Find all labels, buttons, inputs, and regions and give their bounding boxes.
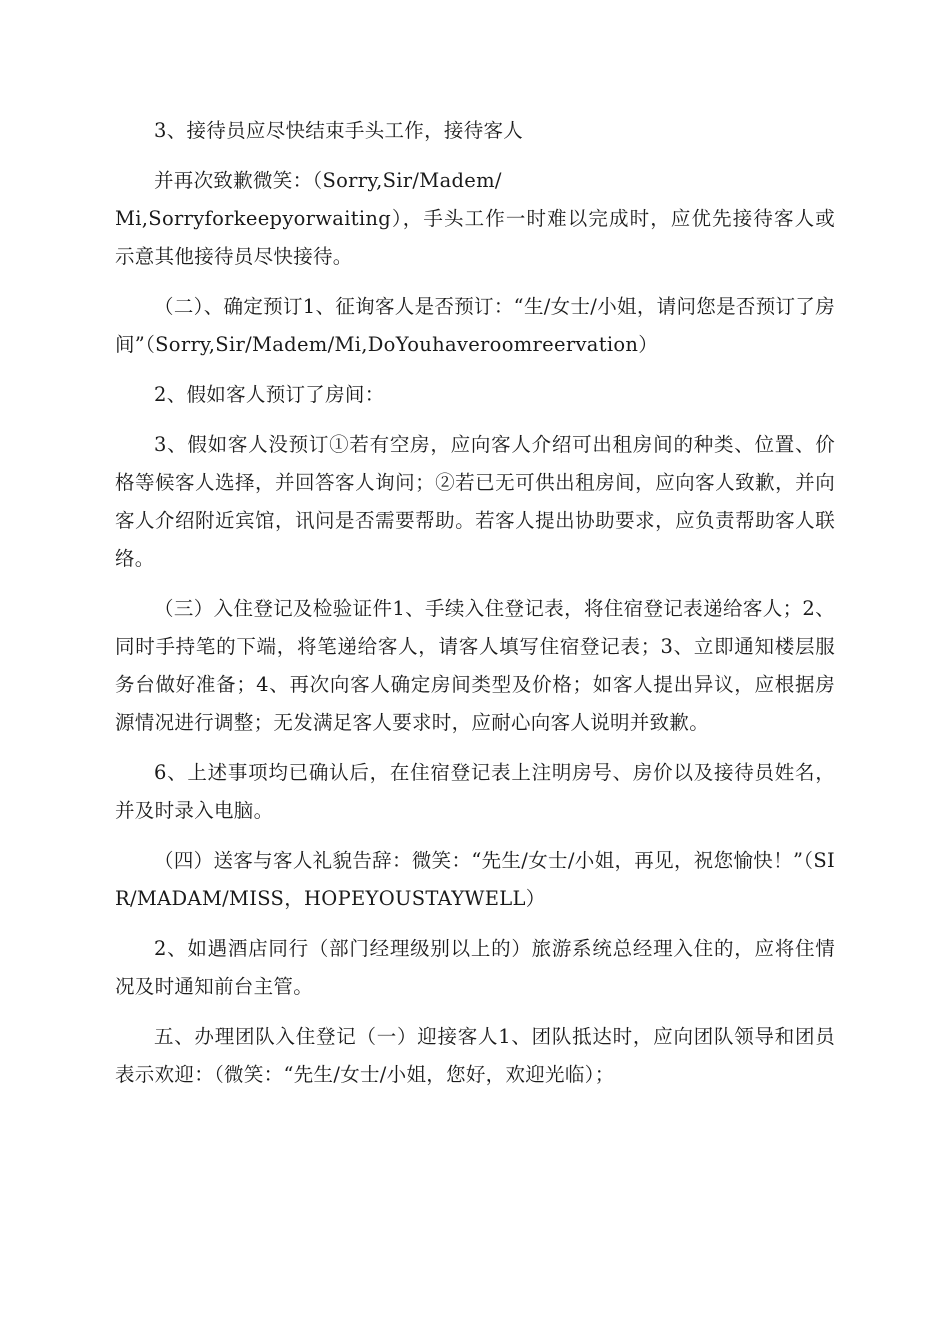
document-body	[115, 112, 835, 1106]
paragraph: Mi,Sorryforkeepyorwaiting），手头工作一时难以完成时，应优先接待客人或示意其他接待员尽快接待。	[115, 207, 835, 268]
paragraph: （三）入住登记及检验证件1、手续入住登记表，将住宿登记表递给客人；2、同时手持笔的下端，将笔递给客人，请客人填写住宿登记表；3、立即通知楼层服务台做好准备；4、再次向客人确定房间类型及价格；如客人提出异议，应根据房源情况进行调整；无发满足客人要求时，应耐心向客人说明并致歉。	[115, 597, 835, 734]
paragraph: 五、办理团队入住登记（一）迎接客人1、团队抵达时，应向团队领导和团员表示欢迎：（微笑：“先生/女士/小姐，您好，欢迎光临）；	[115, 1025, 835, 1086]
paragraph: （二）、确定预订1、征询客人是否预订：“生/女士/小姐，请问您是否预订了房间”（Sorry,Sir/Madem/Mi,DoYouhaveroomreervation）	[115, 295, 835, 356]
paragraph: 3、假如客人没预订①若有空房，应向客人介绍可出租房间的种类、位置、价格等候客人选择，并回答客人询问；②若已无可供出租房间，应向客人致歉，并向客人介绍附近宾馆，讯问是否需要帮助。若客人提出协助要求，应负责帮助客人联络。	[115, 433, 835, 570]
paragraph: 2、假如客人预订了房间：	[154, 383, 385, 406]
paragraph: 3、接待员应尽快结束手头工作，接待客人	[154, 119, 524, 142]
paragraph: 6、上述事项均已确认后，在住宿登记表上注明房号、房价以及接待员姓名，并及时录入电脑。	[115, 761, 835, 822]
paragraph: 2、如遇酒店同行（部门经理级别以上的）旅游系统总经理入住的，应将住情况及时通知前台主管。	[115, 937, 835, 998]
paragraph: （四）送客与客人礼貌告辞：微笑：“先生/女士/小姐，再见，祝您愉快！”（SIR/MADAM/MISS，HOPEYOUSTAYWELL）	[115, 849, 835, 910]
paragraph: 并再次致歉微笑：（Sorry,Sir/Madem/	[154, 169, 502, 192]
